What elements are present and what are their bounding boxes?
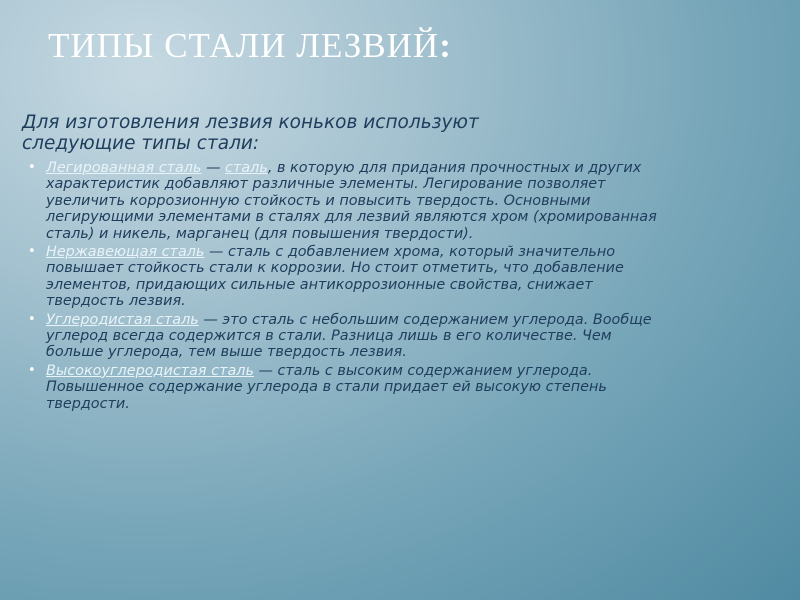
list-item-high-carbon-steel [28,363,668,412]
list-item-carbon-steel [28,312,668,361]
list-item-text: — это сталь с небольшим содержанием углерода. Вообще углерод всегда содержится в стали. Разница лишь в его количестве. Чем больше углерода, тем выше твердость лезвия. [46,311,652,361]
list-item-dash: — [201,160,226,176]
list-item-text: , в которую для придания прочностных и других характеристик добавляют различные элементы. Легирование позволяет увеличить коррозионную стойкость и повысить твердость. Основными легирующими элементами в сталях для лезвий являются хром (хромированная сталь) и никель, марганец (для повышения твердости). [46,160,657,242]
steel-link[interactable]: сталь [225,160,268,176]
list-item-text: — сталь с высоким содержанием углерода. Повышенное содержание углерода в стали придает ей высокую степень твердости. [46,362,607,412]
list-item-alloy-steel [28,160,668,242]
list-item-stainless-steel [28,244,668,310]
slide-title [48,26,452,66]
high-carbon-steel-link[interactable]: Высокоуглеродистая сталь [46,362,254,379]
list-item-text: — сталь с добавлением хрома, который значительно повышает стойкость стали к коррозии. Но стоит отметить, что добавление элементов, придающих сильные антикоррозионные свойства, снижает твердость лезвия. [46,244,624,310]
intro-text: Для изготовления лезвия коньков используют следующие типы стали: [22,112,479,154]
stainless-steel-link[interactable]: Нержавеющая сталь [46,244,205,261]
slide-title-text: ТИПЫ СТАЛИ ЛЕЗВИЙ [48,26,440,65]
steel-types-list [28,160,668,414]
bullet-icon: • [28,311,36,327]
bullet-icon: • [28,244,36,260]
slide-title-colon: : [439,26,452,65]
alloy-steel-link[interactable]: Легированная сталь [46,160,202,176]
carbon-steel-link[interactable]: Углеродистая сталь [46,311,199,328]
bullet-icon: • [28,362,36,378]
bullet-icon: • [28,160,36,175]
